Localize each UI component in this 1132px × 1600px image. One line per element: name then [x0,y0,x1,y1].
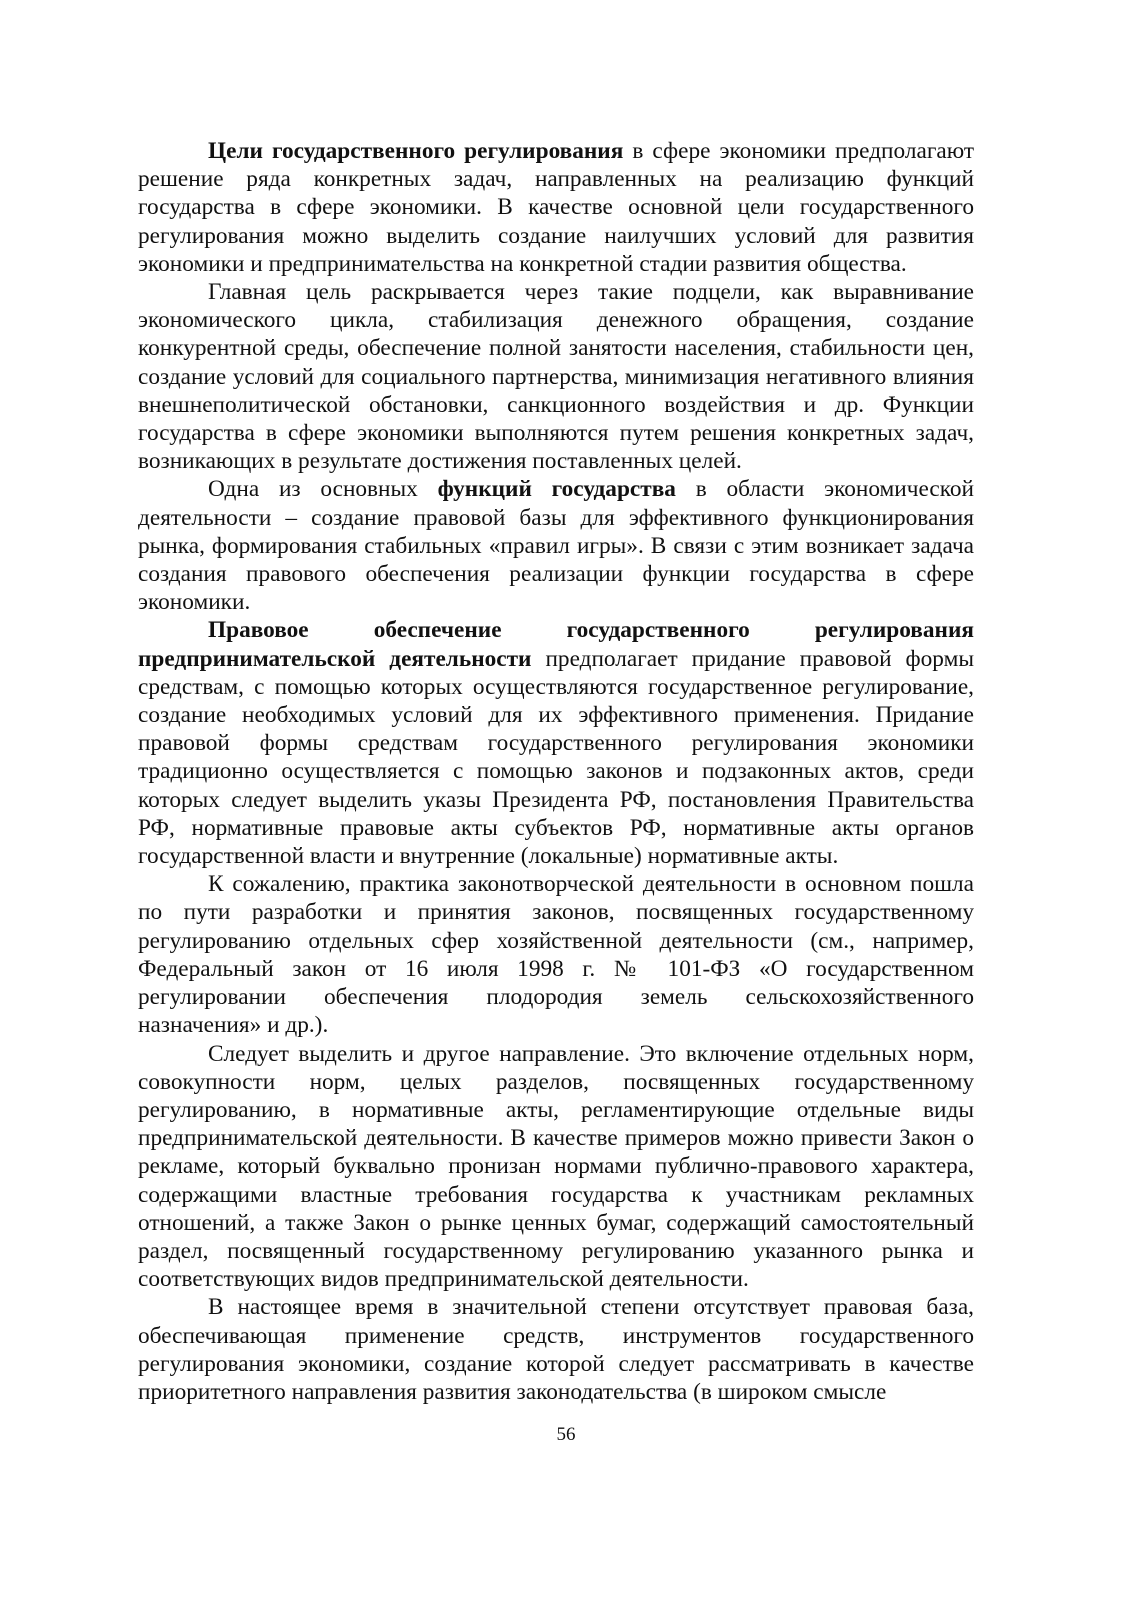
page-number: 56 [556,1424,576,1445]
paragraph-legal-support-text: предполагает придание правовой формы средствам, с помощью которых осуществляются государственное регулирование, создание необходимых условий для их эффективного применения. Придание правовой формы средствам государственного регулирования экономики традиционно осуществляется с помощью законов и подзаконных актов, среди которых следует выделить указы Президента РФ, постановления Правительства РФ, нормативные правовые акты субъектов РФ, нормативные акты органов государственной власти и внутренние (локальные) нормативные акты. [138,645,974,870]
paragraph-present-time-text: В настоящее время в значительной степени отсутствует правовая база, обеспечивающая применение средств, инструментов государственного регулирования экономики, создание которой следует рассматривать в качестве приоритетного направления развития законодательства (в широком смысле [138,1294,974,1405]
paragraph-other-direction [138,1040,974,1294]
paragraph-state-functions-bold: функций государства [437,476,676,503]
page-body [138,137,974,1406]
paragraph-other-direction-text: Следует выделить и другое направление. Это включение отдельных норм, совокупности норм, целых разделов, посвященных государственному регулированию, в нормативные акты, регламентирующие отдельные виды предпринимательской деятельности. В качестве примеров можно привести Закон о рекламе, который буквально пронизан нормами публично-правового характера, содержащими властные требования государства к участникам рекламных отношений, а также Закон о рынке ценных бумаг, содержащий самостоятельный раздел, посвященный государственному регулированию указанного рынка и соответствующих видов предпринимательской деятельности. [138,1040,974,1293]
paragraph-main-goal-text: Главная цель раскрывается через такие подцели, как выравнивание экономического цикла, стабилизация денежного обращения, создание конкурентной среды, обеспечение полной занятости населения, стабильности цен, создание условий для социального партнерства, минимизация негативного влияния внешнеполитической обстановки, санкционного воздействия и др. Функции государства в сфере экономики выполняются путем решения конкретных задач, возникающих в результате достижения поставленных целей. [138,279,974,475]
paragraph-legal-support-bold: Правовое обеспечение государственного регулирования предпринимательской деятельности [138,617,974,672]
paragraph-lawmaking [138,870,974,1039]
paragraph-state-functions-pre: Одна из основных [208,476,438,503]
paragraph-main-goal [138,278,974,475]
paragraph-state-functions [138,475,974,616]
paragraph-present-time [138,1293,974,1406]
paragraph-goals-text: в сфере экономики предполагают решение ряда конкретных задач, направленных на реализацию функций государства в сфере экономики. В качестве основной цели государственного регулирования можно выделить создание наилучших условий для развития экономики и предпринимательства на конкретной стадии развития общества. [138,138,974,277]
paragraph-goals-bold: Цели государственного регулирования [208,138,624,164]
paragraph-state-functions-text: в области экономической деятельности – создание правовой базы для эффективного функционирования рынка, формирования стабильных «правил игры». В связи с этим возникает задача создания правового обеспечения реализации функции государства в сфере экономики. [138,476,974,616]
paragraph-goals [138,137,974,278]
paragraph-lawmaking-text: К сожалению, практика законотворческой деятельности в основном пошла по пути разработки и принятия законов, посвященных государственному регулированию отдельных сфер хозяйственной деятельности (см., например, Федеральный закон от 16 июля 1998 г. № 101-ФЗ «О государственном регулировании обеспечения плодородия земель сельскохозяйственного назначения» и др.). [138,871,974,1039]
paragraph-legal-support [138,616,974,870]
